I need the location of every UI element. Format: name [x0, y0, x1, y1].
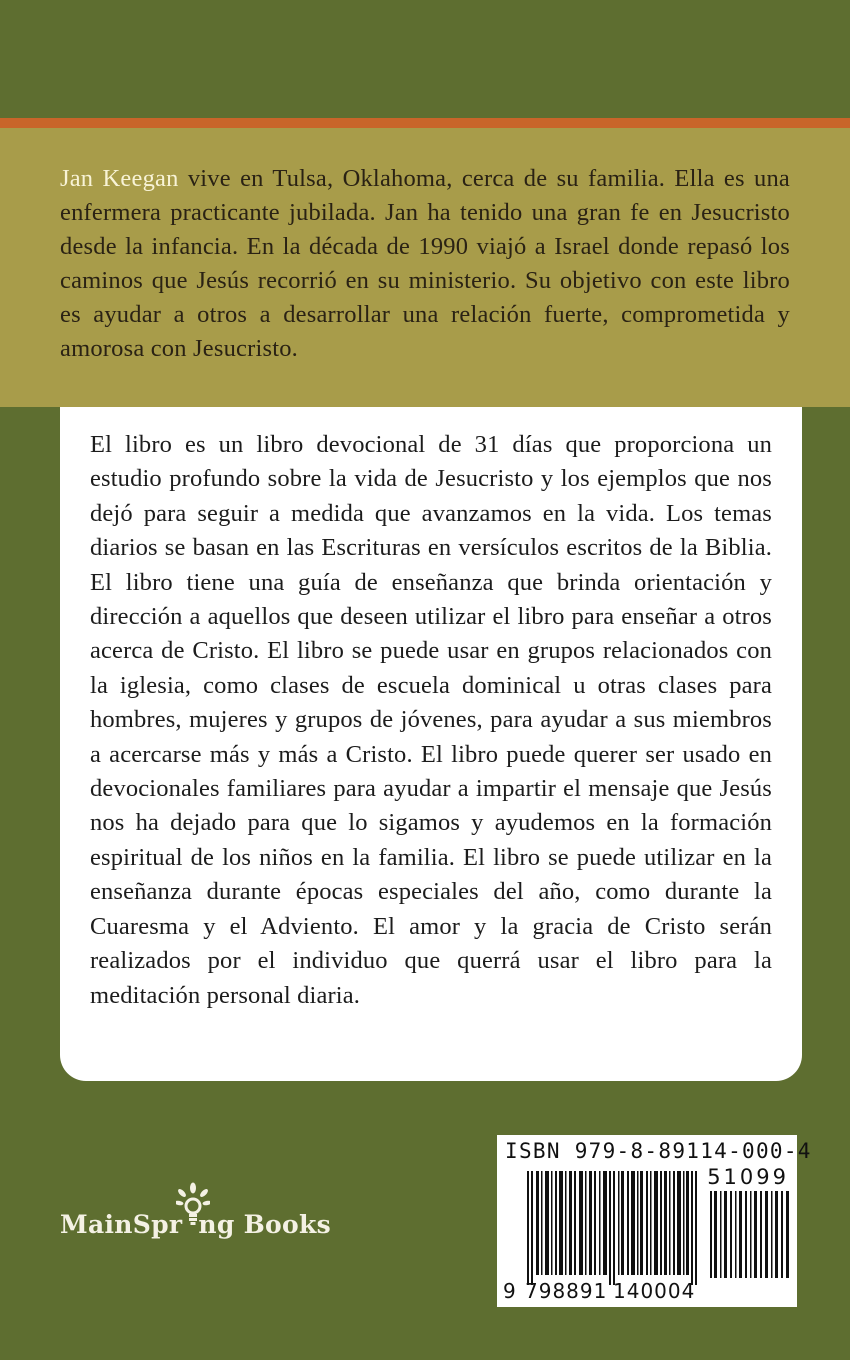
ean-left-group: 798891 — [525, 1279, 608, 1303]
ean-first-digit: 9 — [503, 1279, 516, 1303]
ean-right-group: 140004 — [613, 1279, 696, 1303]
book-description: El libro es un libro devocional de 31 días que proporciona un estudio profundo sobre la vida de Jesucristo y los ejemplos que nos dejó para seguir a medida que avanzamos en la vida. Los temas diarios se basan en las Escrituras en versículos escritos de la Biblia. El libro tiene una guía de enseñanza que brinda orientación y dirección a aquellos que deseen utilizar el libro para enseñar a otros acerca de Cristo. El libro se puede usar en grupos relacionados con la iglesia, como clases de escuela dominical u otras clases para hombres, mujeres y grupos de jóvenes, para ayudar a sus miembros a acercarse más y más a Cristo. El libro puede querer ser usado en devocionales familiares para ayudar a impartir el mensaje que Jesús nos ha dejado para que lo sigamos y ayudemos en la formación espiritual de los niños en la familia. El libro se puede utilizar en la enseñanza durante épocas especiales del año, como durante la Cuaresma y el Adviento. El amor y la gracia de Cristo serán realizados por el individuo que querrá usar el libro para la meditación personal diaria. — [90, 431, 772, 1009]
author-bio-band — [0, 128, 850, 407]
ean-digits — [503, 1279, 695, 1303]
publisher-name-part1: MainSpr — [60, 1210, 183, 1239]
lightbulb-sprout-icon — [182, 1210, 198, 1239]
author-bio-text: vive en Tulsa, Oklahoma, cerca de su familia. Ella es una enfermera practicante jubilada. Jan ha tenido una gran fe en Jesucristo desde la infancia. En la década de 1990 viajó a Israel donde repasó los caminos que Jesús recorrió en su ministerio. Su objetivo con este libro es ayudar a otros a desarrollar una relación fuerte, comprometida y amorosa con Jesucristo. — [60, 165, 790, 362]
price-code: 51099 — [707, 1165, 789, 1189]
isbn-label: ISBN 979-8-89114-000-4 — [505, 1139, 812, 1163]
isbn-barcode — [497, 1135, 812, 1307]
ean-barcode-bars — [527, 1171, 697, 1285]
addon-barcode-bars — [710, 1191, 790, 1278]
orange-stripe — [0, 118, 850, 128]
author-name: Jan Keegan — [60, 165, 179, 192]
author-bio — [60, 162, 790, 366]
publisher-name-part2: ng Books — [198, 1210, 331, 1239]
book-description-box — [60, 407, 802, 1081]
publisher-logo — [60, 1210, 331, 1250]
